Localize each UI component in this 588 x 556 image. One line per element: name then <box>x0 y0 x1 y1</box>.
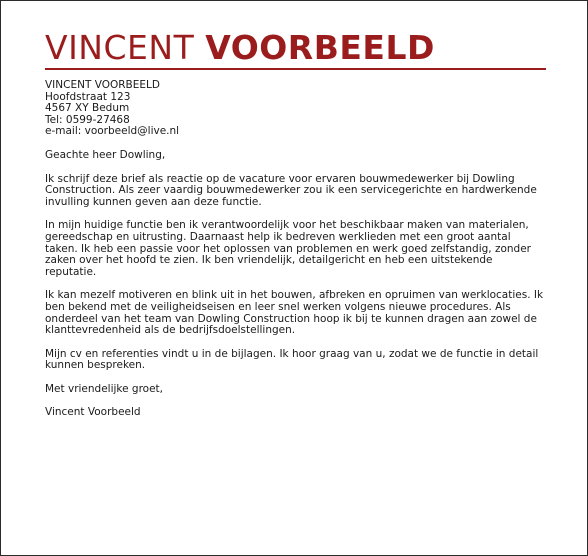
sender-name: VINCENT VOORBEELD <box>45 79 160 91</box>
paragraph-skills: Ik kan mezelf motiveren en blink uit in het bouwen, afbreken en opruimen van werklocaties. Ik ben bekend met de veiligheidseisen en leer snel werken volgens nieuwe procedures. Als onderdeel van het team van Dowling Construction hoop ik bij te kunnen dragen aan zowel de klanttevredenheid als de bedrijfsdoelstellingen. <box>45 289 544 337</box>
letter-body <box>45 80 545 419</box>
paragraph-current-role: In mijn huidige functie ben ik verantwoordelijk voor het beschikbaar maken van materialen, gereedschap en uitrusting. Daarnaast help ik bedreven werklieden met een groot aantal taken. Ik heb een passie voor het oplossen van problemen en werk goed zelfstandig, zonder zaken over het hoofd te zien. Ik ben vriendelijk, detailgericht en heb een uitstekende reputatie. <box>45 219 531 278</box>
sender-street: Hoofdstraat 123 <box>45 90 131 103</box>
sender-city: 4567 XY Bedum <box>45 102 130 115</box>
sender-phone: Tel: 0599-27468 <box>45 113 130 126</box>
heading-divider <box>45 68 546 70</box>
paragraph-intro: Ik schrijf deze brief als reactie op de vacature voor ervaren bouwmedewerker bij Dowling Construction. Als zeer vaardig bouwmedewerker zou ik een servicegerichte en hardwerkende invulling kunnen geven aan deze functie. <box>45 172 537 208</box>
sender-address <box>45 80 545 138</box>
heading-last-name: VOORBEELD <box>205 28 435 67</box>
signature: Vincent Voorbeeld <box>45 406 141 419</box>
heading-first-name: VINCENT <box>45 28 195 67</box>
paragraph-closing-remarks: Mijn cv en referenties vindt u in de bijlagen. Ik hoor graag van u, zodat we de functie in detail kunnen bespreken. <box>45 347 539 372</box>
salutation: Geachte heer Dowling, <box>45 148 166 161</box>
letter-heading <box>45 28 435 68</box>
sender-email: e-mail: voorbeeld@live.nl <box>45 125 180 138</box>
closing-phrase: Met vriendelijke groet, <box>45 382 164 395</box>
